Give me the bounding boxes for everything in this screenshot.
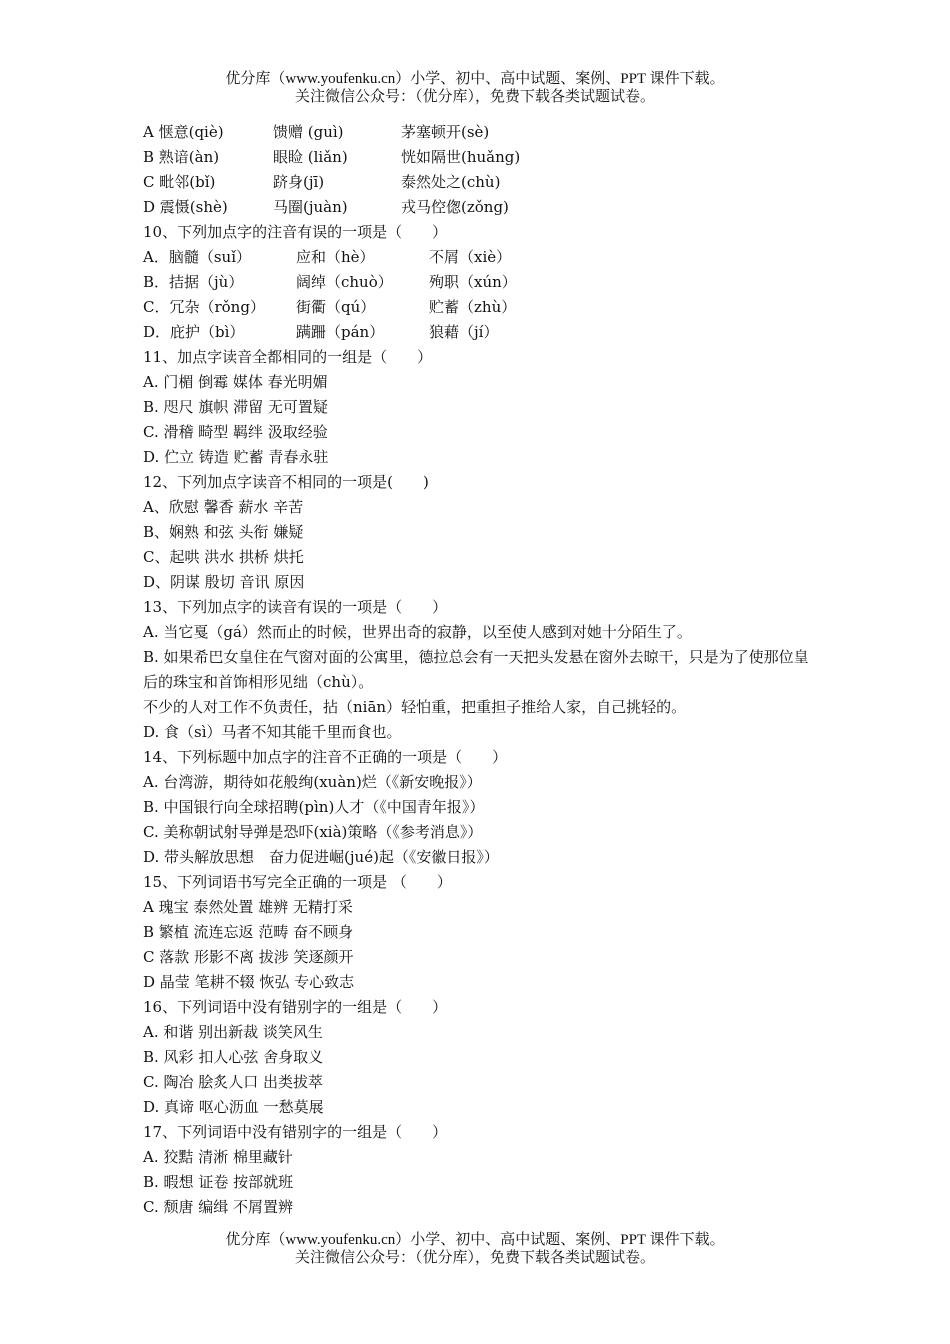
- q9-option-row: [143, 120, 823, 145]
- option-a: A. 门楣 倒霉 媒体 春光明媚: [143, 373, 328, 391]
- option-cell: 街衢（qú）: [296, 298, 376, 316]
- option-cell: 贮蓄（zhù）: [429, 298, 517, 316]
- option-cell: 泰然处之(chù): [401, 173, 501, 191]
- q9-option-row: [143, 170, 823, 195]
- option-cell: 恍如隔世(huǎng): [401, 148, 521, 166]
- question-title: 15、下列词语书写完全正确的一项是 （ ）: [143, 873, 452, 891]
- option-cell: 跻身(jī): [273, 173, 325, 191]
- option-b: B. 咫尺 旗帜 滞留 无可置疑: [143, 398, 328, 416]
- option-cell: 应和（hè）: [296, 248, 375, 266]
- option-a: A. 台湾游，期待如花般绚(xuàn)烂（《新安晚报》）: [143, 773, 482, 791]
- question-13: [143, 595, 823, 745]
- option-row: [143, 320, 823, 345]
- option-a: A. 狡黠 清淅 棉里藏针: [143, 1148, 293, 1166]
- option-cell: D．庇护（bì）: [143, 323, 245, 341]
- option-b: B. 如果希巴女皇住在气窗对面的公寓里，德拉总会有一天把头发悬在窗外去晾干，只是为了使那位皇后的珠宝和首饰相形见绌（chù）。: [143, 648, 809, 691]
- option-cell: A．脑髓（suǐ）: [143, 248, 251, 266]
- option-d: D. 食（sì）马者不知其能千里而食也。: [143, 723, 402, 741]
- question-title: 14、下列标题中加点字的注音不正确的一项是（ ）: [143, 748, 508, 766]
- option-c: C. 美称朝试射导弹是恐吓(xià)策略（《参考消息》）: [143, 823, 483, 841]
- option-cell: C 毗邻(bǐ): [143, 173, 216, 191]
- question-15: [143, 870, 823, 995]
- page-header: [0, 70, 950, 106]
- option-row: [143, 245, 823, 270]
- option-b: B 繁植 流连忘返 范畴 奋不顾身: [143, 923, 354, 941]
- question-title: 11、加点字读音全都相同的一组是（ ）: [143, 348, 433, 366]
- question-10: [143, 220, 823, 345]
- question-11: [143, 345, 823, 470]
- option-cell: 茅塞顿开(sè): [401, 123, 490, 141]
- q9-options: [143, 120, 823, 220]
- option-cell: 馈赠 (guì): [273, 123, 344, 141]
- option-d: D. 带头解放思想 奋力促进崛(jué)起（《安徽日报》）: [143, 848, 499, 866]
- option-cell: 不屑（xiè）: [429, 248, 512, 266]
- question-14: [143, 745, 823, 870]
- question-16: [143, 995, 823, 1120]
- option-c: C、起哄 洪水 拱桥 烘托: [143, 548, 304, 566]
- option-cell: D 震慑(shè): [143, 198, 228, 216]
- question-title: 16、下列词语中没有错别字的一组是（ ）: [143, 998, 448, 1016]
- option-d: D、阴谋 殷切 音讯 原因: [143, 573, 305, 591]
- option-d: D 晶莹 笔耕不辍 恢弘 专心致志: [143, 973, 355, 991]
- option-cell: 眼睑 (liǎn): [273, 148, 348, 166]
- option-cell: 蹒跚（pán）: [296, 323, 385, 341]
- option-d: D. 伫立 铸造 贮蓄 青春永驻: [143, 448, 329, 466]
- q9-option-row: [143, 195, 823, 220]
- question-title: 10、下列加点字的注音有误的一项是（ ）: [143, 223, 448, 241]
- question-title: 13、下列加点字的读音有误的一项是（ ）: [143, 598, 448, 616]
- option-cell: B 熟谙(àn): [143, 148, 220, 166]
- exam-content: [143, 120, 823, 1220]
- question-title: 12、下列加点字读音不相同的一项是( ): [143, 473, 429, 491]
- option-cell: 戎马倥偬(zǒng): [401, 198, 509, 216]
- option-c: C. 滑稽 畸型 羁绊 汲取经验: [143, 423, 328, 441]
- option-b: B. 暇想 证卷 按部就班: [143, 1173, 294, 1191]
- option-cell: 殉职（xún）: [429, 273, 517, 291]
- option-cell: 阔绰（chuò）: [296, 273, 393, 291]
- option-d: D. 真谛 呕心沥血 一愁莫展: [143, 1098, 324, 1116]
- option-b: B. 中国银行向全球招聘(pìn)人才（《中国青年报》）: [143, 798, 485, 816]
- option-a: A 瑰宝 泰然处置 雄辨 无精打采: [143, 898, 353, 916]
- option-b: B. 风彩 扣人心弦 舍身取义: [143, 1048, 324, 1066]
- option-cell: 马圈(juàn): [273, 198, 348, 216]
- option-a: A、欣慰 馨香 薪水 辛苦: [143, 498, 304, 516]
- footer-line-2: 关注微信公众号：（优分库），免费下载各类试题试卷。: [294, 1250, 655, 1266]
- question-title: 17、下列词语中没有错别字的一组是（ ）: [143, 1123, 448, 1141]
- option-cell: 狼藉（jí）: [429, 323, 499, 341]
- option-c: 不少的人对工作不负责任，拈（niān）轻怕重，把重担子推给人家，自己挑轻的。: [143, 698, 687, 716]
- question-12: [143, 470, 823, 595]
- page-footer: [0, 1231, 950, 1267]
- option-c: C. 颓唐 编缉 不屑置辨: [143, 1198, 294, 1216]
- option-a: A. 当它戛（gá）然而止的时候，世界出奇的寂静，以至使人感到对她十分陌生了。: [143, 623, 692, 641]
- option-b: B、娴熟 和弦 头衔 嫌疑: [143, 523, 304, 541]
- q9-option-row: [143, 145, 823, 170]
- option-c: C. 陶冶 脍炙人口 出类拔萃: [143, 1073, 324, 1091]
- option-cell: A 惬意(qiè): [143, 123, 224, 141]
- option-cell: C．冗杂（rǒng）: [143, 298, 265, 316]
- option-c: C 落款 形影不离 拔涉 笑逐颜开: [143, 948, 354, 966]
- option-cell: B．拮据（jù）: [143, 273, 244, 291]
- option-row: [143, 295, 823, 320]
- option-row: [143, 270, 823, 295]
- header-line-2: 关注微信公众号：（优分库），免费下载各类试题试卷。: [294, 89, 655, 105]
- header-line-1: 优分库（www.youfenku.cn）小学、初中、高中试题、案例、PPT 课件下载。: [225, 71, 725, 87]
- question-17: [143, 1120, 823, 1220]
- footer-line-1: 优分库（www.youfenku.cn）小学、初中、高中试题、案例、PPT 课件下载。: [225, 1232, 725, 1248]
- option-a: A. 和谐 别出新裁 谈笑风生: [143, 1023, 323, 1041]
